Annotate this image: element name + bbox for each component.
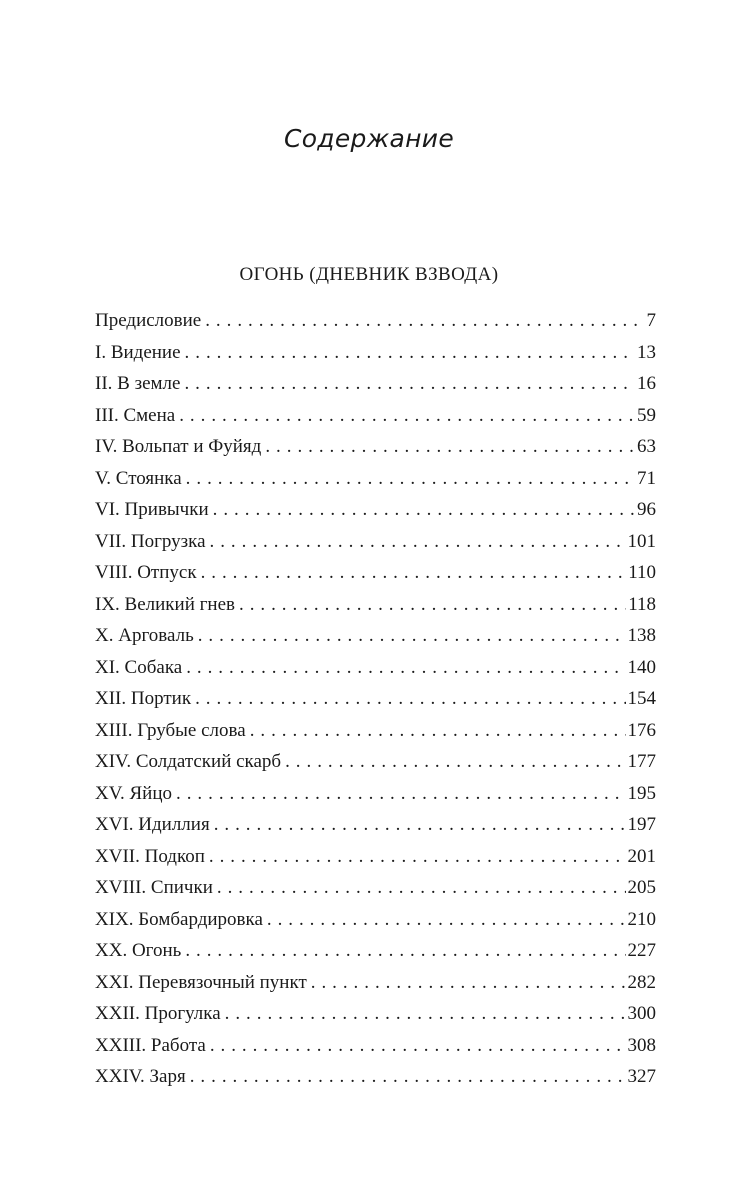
page-title: Содержание [283, 124, 455, 153]
toc-entry-page: 210 [627, 908, 656, 930]
toc-entry-title: III. Смена [95, 404, 176, 426]
toc-leader-dots [265, 431, 635, 463]
toc-entry [95, 683, 656, 715]
toc-leader-dots [185, 935, 625, 967]
toc-entry-page: 16 [637, 373, 656, 394]
toc-entry-title: XX. Огонь [95, 940, 182, 961]
toc-leader-dots [201, 557, 627, 589]
toc-entry-title: II. В земле [95, 373, 181, 394]
toc-leader-dots [210, 526, 626, 558]
toc-entry-page: 101 [627, 530, 656, 552]
toc-entry [95, 337, 656, 369]
toc-entry [95, 431, 656, 463]
toc-entry [95, 494, 656, 526]
toc-entry-page: 227 [627, 940, 656, 961]
toc-entry-page: 118 [628, 593, 656, 615]
toc-entry [95, 652, 656, 684]
toc-leader-dots [185, 337, 635, 369]
toc-entry-title: XXIV. Заря [95, 1066, 186, 1087]
toc-entry-title: XII. Портик [95, 688, 192, 709]
toc-entry-title: X. Арговаль [95, 625, 194, 646]
toc-entry-title: IX. Великий гнев [95, 593, 235, 615]
toc-entry-page: 300 [627, 1003, 656, 1024]
toc-entry-page: 13 [637, 341, 656, 363]
toc-entry [95, 400, 656, 432]
toc-entry-title: VI. Привычки [95, 499, 209, 520]
toc-entry [95, 778, 656, 810]
toc-leader-dots [285, 746, 625, 778]
toc-entry-title: XXIII. Работа [95, 1034, 206, 1056]
toc-entry [95, 1030, 656, 1062]
toc-entry [95, 809, 656, 841]
toc-leader-dots [214, 809, 626, 841]
toc-entry-page: 308 [627, 1034, 656, 1056]
toc-entry [95, 746, 656, 778]
toc-entry-title: XI. Собака [95, 656, 183, 678]
toc-entry-page: 197 [627, 814, 656, 835]
toc-leader-dots [186, 652, 625, 684]
toc-entry-page: 154 [627, 688, 656, 709]
toc-entry-page: 59 [637, 404, 656, 426]
toc-entry [95, 526, 656, 558]
toc-entry [95, 904, 656, 936]
toc-leader-dots [225, 998, 626, 1030]
toc-entry-page: 201 [627, 845, 656, 867]
toc-entry-page: 96 [637, 499, 656, 520]
toc-entry-title: XIII. Грубые слова [95, 719, 246, 741]
toc-entry [95, 715, 656, 747]
toc-entry-title: Предисловие [95, 310, 202, 331]
toc-entry-title: XXII. Прогулка [95, 1003, 221, 1024]
toc-entry [95, 967, 656, 999]
toc-entry [95, 620, 656, 652]
toc-entry-page: 138 [627, 625, 656, 646]
toc-entry-page: 205 [627, 877, 656, 898]
toc-leader-dots [184, 368, 635, 400]
toc-leader-dots [267, 904, 626, 936]
section-title: ОГОНЬ (ДНЕВНИК ВЗВОДА) [239, 264, 499, 285]
toc-entry-title: VIII. Отпуск [95, 562, 197, 583]
toc-entry-page: 282 [627, 971, 656, 993]
toc-leader-dots [311, 967, 626, 999]
toc-leader-dots [217, 872, 626, 904]
toc-leader-dots [209, 841, 626, 873]
toc-leader-dots [195, 683, 625, 715]
toc-leader-dots [213, 494, 635, 526]
toc-entry [95, 463, 656, 495]
toc-entry [95, 589, 656, 621]
toc-leader-dots [186, 463, 635, 495]
toc-entry [95, 935, 656, 967]
toc-entry [95, 998, 656, 1030]
toc-entry [95, 368, 656, 400]
toc-entry [95, 841, 656, 873]
toc-entry-page: 176 [627, 719, 656, 741]
toc-entry-title: XVII. Подкоп [95, 845, 205, 867]
table-of-contents [95, 305, 656, 1093]
toc-leader-dots [179, 400, 635, 432]
toc-leader-dots [176, 778, 625, 810]
toc-leader-dots [198, 620, 626, 652]
toc-entry [95, 305, 656, 337]
toc-entry-title: XVI. Идиллия [95, 814, 210, 835]
toc-entry-page: 177 [627, 751, 656, 772]
toc-entry-title: I. Видение [95, 341, 181, 363]
toc-entry-title: IV. Вольпат и Фуйяд [95, 436, 262, 457]
toc-entry-title: XVIII. Спички [95, 877, 213, 898]
toc-leader-dots [239, 589, 626, 621]
toc-entry-page: 7 [646, 310, 656, 331]
toc-leader-dots [250, 715, 626, 747]
toc-entry-page: 63 [637, 436, 656, 457]
toc-entry-title: VII. Погрузка [95, 530, 206, 552]
toc-entry [95, 872, 656, 904]
toc-leader-dots [210, 1030, 626, 1062]
toc-entry-title: V. Стоянка [95, 467, 182, 489]
toc-entry [95, 1061, 656, 1093]
toc-entry-page: 327 [627, 1066, 656, 1087]
toc-entry-title: XIV. Солдатский скарб [95, 751, 282, 772]
toc-entry-page: 140 [627, 656, 656, 678]
toc-entry-page: 110 [628, 562, 656, 583]
toc-leader-dots [205, 305, 644, 337]
toc-entry [95, 557, 656, 589]
toc-entry-page: 71 [637, 467, 656, 489]
toc-entry-title: XXI. Перевязочный пункт [95, 971, 307, 993]
toc-entry-title: XV. Яйцо [95, 782, 173, 804]
toc-entry-title: XIX. Бомбардировка [95, 908, 263, 930]
toc-leader-dots [190, 1061, 626, 1093]
toc-entry-page: 195 [627, 782, 656, 804]
